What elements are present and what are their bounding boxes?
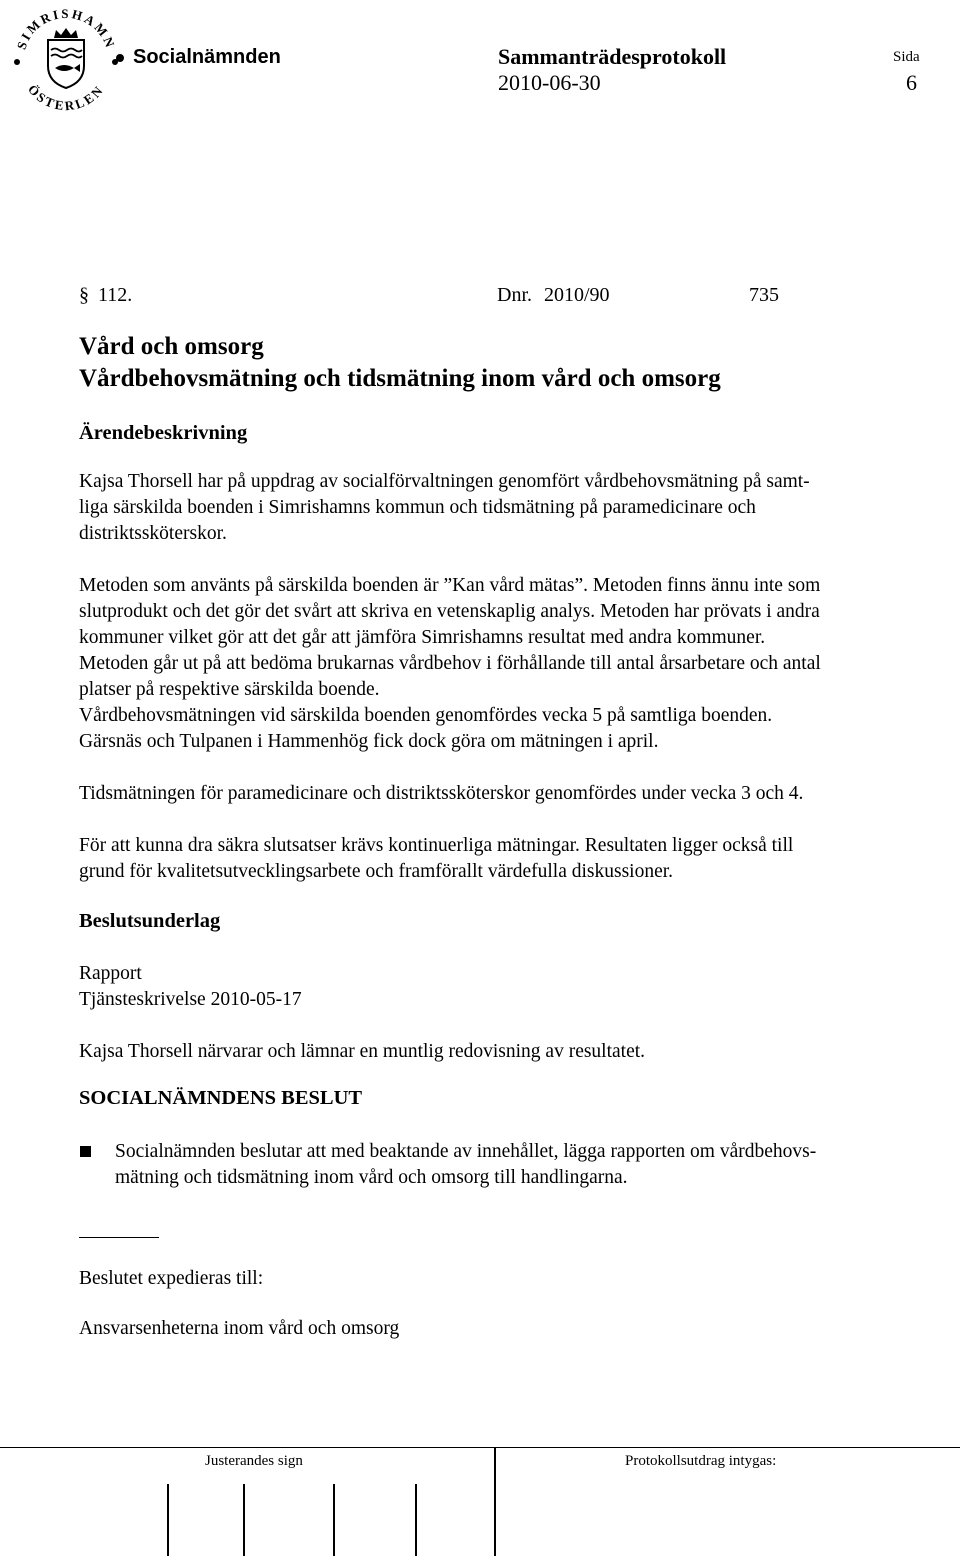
conclusion-line: grund för kvalitetsutvecklingsarbete och framförallt värdefulla diskussioner. bbox=[79, 861, 674, 882]
page-label: Sida bbox=[893, 49, 920, 65]
organization-label: Socialnämnden bbox=[133, 46, 281, 68]
simrishamn-logo bbox=[8, 2, 124, 118]
method-line: Vårdbehovsmätningen vid särskilda boenden genomfördes vecka 5 på samtliga boenden. bbox=[79, 705, 773, 726]
document-type: Sammanträdesprotokoll bbox=[498, 44, 727, 69]
extract-certified-label: Protokollsutdrag intygas: bbox=[625, 1453, 777, 1469]
method-line: Gärsnäs och Tulpanen i Hammenhög fick dock göra om mätningen i april. bbox=[79, 731, 659, 752]
time-measurement-line: Tidsmätningen för paramedicinare och distriktssköterskor genomfördes under vecka 3 och 4. bbox=[79, 783, 804, 804]
dnr-number: 2010/90 bbox=[544, 284, 610, 306]
conclusion-line: För att kunna dra säkra slutsatser krävs kontinuerliga mätningar. Resultaten ligger också till bbox=[79, 835, 794, 856]
category-title: Vård och omsorg bbox=[79, 333, 264, 360]
basis-item: Rapport bbox=[79, 963, 142, 984]
description-heading: Ärendebeskrivning bbox=[79, 422, 248, 444]
basis-note: Kajsa Thorsell närvarar och lämnar en muntlig redovisning av resultatet. bbox=[79, 1041, 646, 1062]
method-line: kommuner vilket gör att det går att jämföra Simrishamns resultat med andra kommuner. bbox=[79, 627, 766, 648]
logo-text-top: SIMRISHAMN bbox=[13, 5, 119, 52]
decision-heading: SOCIALNÄMNDENS BESLUT bbox=[79, 1087, 363, 1109]
adjuster-sign-label: Justerandes sign bbox=[205, 1453, 303, 1469]
description-line: liga särskilda boenden i Simrishamns kommun och tidsmätning på paramedicinare och bbox=[79, 497, 756, 518]
signature-box-divider bbox=[333, 1484, 335, 1556]
description-line: distriktssköterskor. bbox=[79, 523, 227, 544]
dnr-label: Dnr. bbox=[497, 284, 532, 306]
section-symbol: § bbox=[79, 284, 89, 306]
method-line: platser på respektive särskilda boende. bbox=[79, 679, 380, 700]
logo-text-bottom: ÖSTERLEN bbox=[24, 81, 108, 114]
page-number: 6 bbox=[906, 70, 917, 95]
item-number: 112. bbox=[98, 284, 133, 306]
subject-title: Vårdbehovsmätning och tidsmätning inom vård och omsorg bbox=[79, 365, 721, 392]
decision-line: mätning och tidsmätning inom vård och omsorg till handlingarna. bbox=[115, 1167, 628, 1188]
separator-line bbox=[79, 1237, 159, 1238]
signature-box-divider bbox=[167, 1484, 169, 1556]
basis-heading: Beslutsunderlag bbox=[79, 910, 221, 932]
footer-rule bbox=[0, 1447, 960, 1448]
method-line: Metoden som använts på särskilda boenden är ”Kan vård mätas”. Metoden finns ännu inte som bbox=[79, 575, 821, 596]
method-line: Metoden går ut på att bedöma brukarnas vårdbehov i förhållande till antal årsarbetare och antal bbox=[79, 653, 821, 674]
bullet-dot-icon bbox=[116, 54, 124, 62]
decision-line: Socialnämnden beslutar att med beaktande av innehållet, lägga rapporten om vårdbehovs- bbox=[115, 1141, 817, 1162]
dispatch-recipient: Ansvarsenheterna inom vård och omsorg bbox=[79, 1318, 400, 1339]
square-bullet-icon bbox=[80, 1146, 91, 1157]
signature-box-divider bbox=[243, 1484, 245, 1556]
meeting-date: 2010-06-30 bbox=[498, 70, 601, 95]
dnr-code: 735 bbox=[749, 284, 779, 306]
signature-box-divider bbox=[415, 1484, 417, 1556]
footer-column-divider bbox=[494, 1448, 496, 1556]
dispatch-label: Beslutet expedieras till: bbox=[79, 1268, 264, 1289]
method-line: slutprodukt och det gör det svårt att skriva en vetenskaplig analys. Metoden har prövats i andra bbox=[79, 601, 820, 622]
description-line: Kajsa Thorsell har på uppdrag av socialförvaltningen genomfört vårdbehovsmätning på samt- bbox=[79, 471, 810, 492]
basis-item: Tjänsteskrivelse 2010-05-17 bbox=[79, 989, 302, 1010]
organization-name bbox=[116, 46, 281, 69]
